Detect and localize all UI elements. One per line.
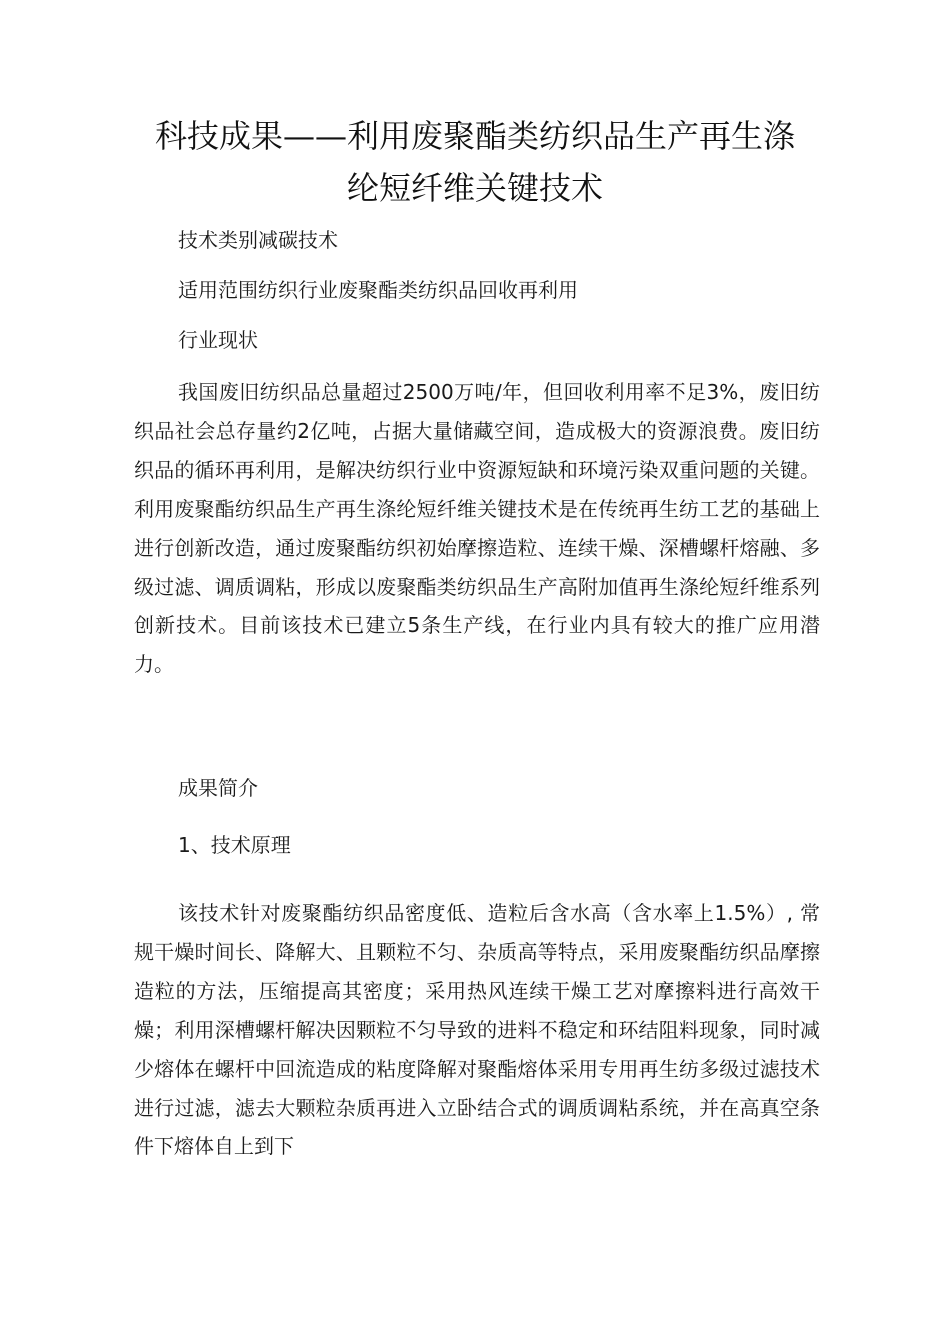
industry-status-heading: 行业现状 (178, 328, 258, 352)
document-title (130, 110, 820, 214)
technology-category: 技术类别减碳技术 (178, 228, 338, 252)
title-line-2: 纶短纤维关键技术 (346, 169, 603, 207)
technical-principle-paragraph: 该技术针对废聚酯纺织品密度低、造粒后含水高（含水率上1.5%）, 常规干燥时间长、降解大、且颗粒不匀、杂质高等特点，采用废聚酯纺织品摩擦造粒的方法，压缩提高其密度；采用热风连续干燥工艺对摩擦料进行高效干燥；利用深槽螺杆解决因颗粒不匀导致的进料不稳定和环结阻料现象，同时减少熔体在螺杆中回流造成的粘度降解对聚酯熔体采用专用再生纺多级过滤技术进行过滤，滤去大颗粒杂质再进入立卧结合式的调质调粘系统，并在高真空条件下熔体自上到下 (134, 901, 820, 1159)
technical-principle-heading: 1、技术原理 (178, 833, 291, 857)
results-summary-heading: 成果简介 (178, 776, 258, 800)
industry-status-paragraph: 我国废旧纺织品总量超过2500万吨/年，但回收利用率不足3%，废旧纺织品社会总存量约2亿吨，占据大量储藏空间，造成极大的资源浪费。废旧纺织品的循环再利用，是解决纺织行业中资源短缺和环境污染双重问题的关键。利用废聚酯纺织品生产再生涤纶短纤维关键技术是在传统再生纺工艺的基础上进行创新改造，通过废聚酯纺织初始摩擦造粒、连续干燥、深槽螺杆熔融、多级过滤、调质调粘，形成以废聚酯类纺织品生产高附加值再生涤纶短纤维系列创新技术。目前该技术已建立5条生产线，在行业内具有较大的推广应用潜力。 (134, 380, 820, 677)
title-line-1: 科技成果——利用废聚酯类纺织品生产再生涤 (154, 117, 795, 155)
application-scope: 适用范围纺织行业废聚酯类纺织品回收再利用 (178, 278, 578, 302)
